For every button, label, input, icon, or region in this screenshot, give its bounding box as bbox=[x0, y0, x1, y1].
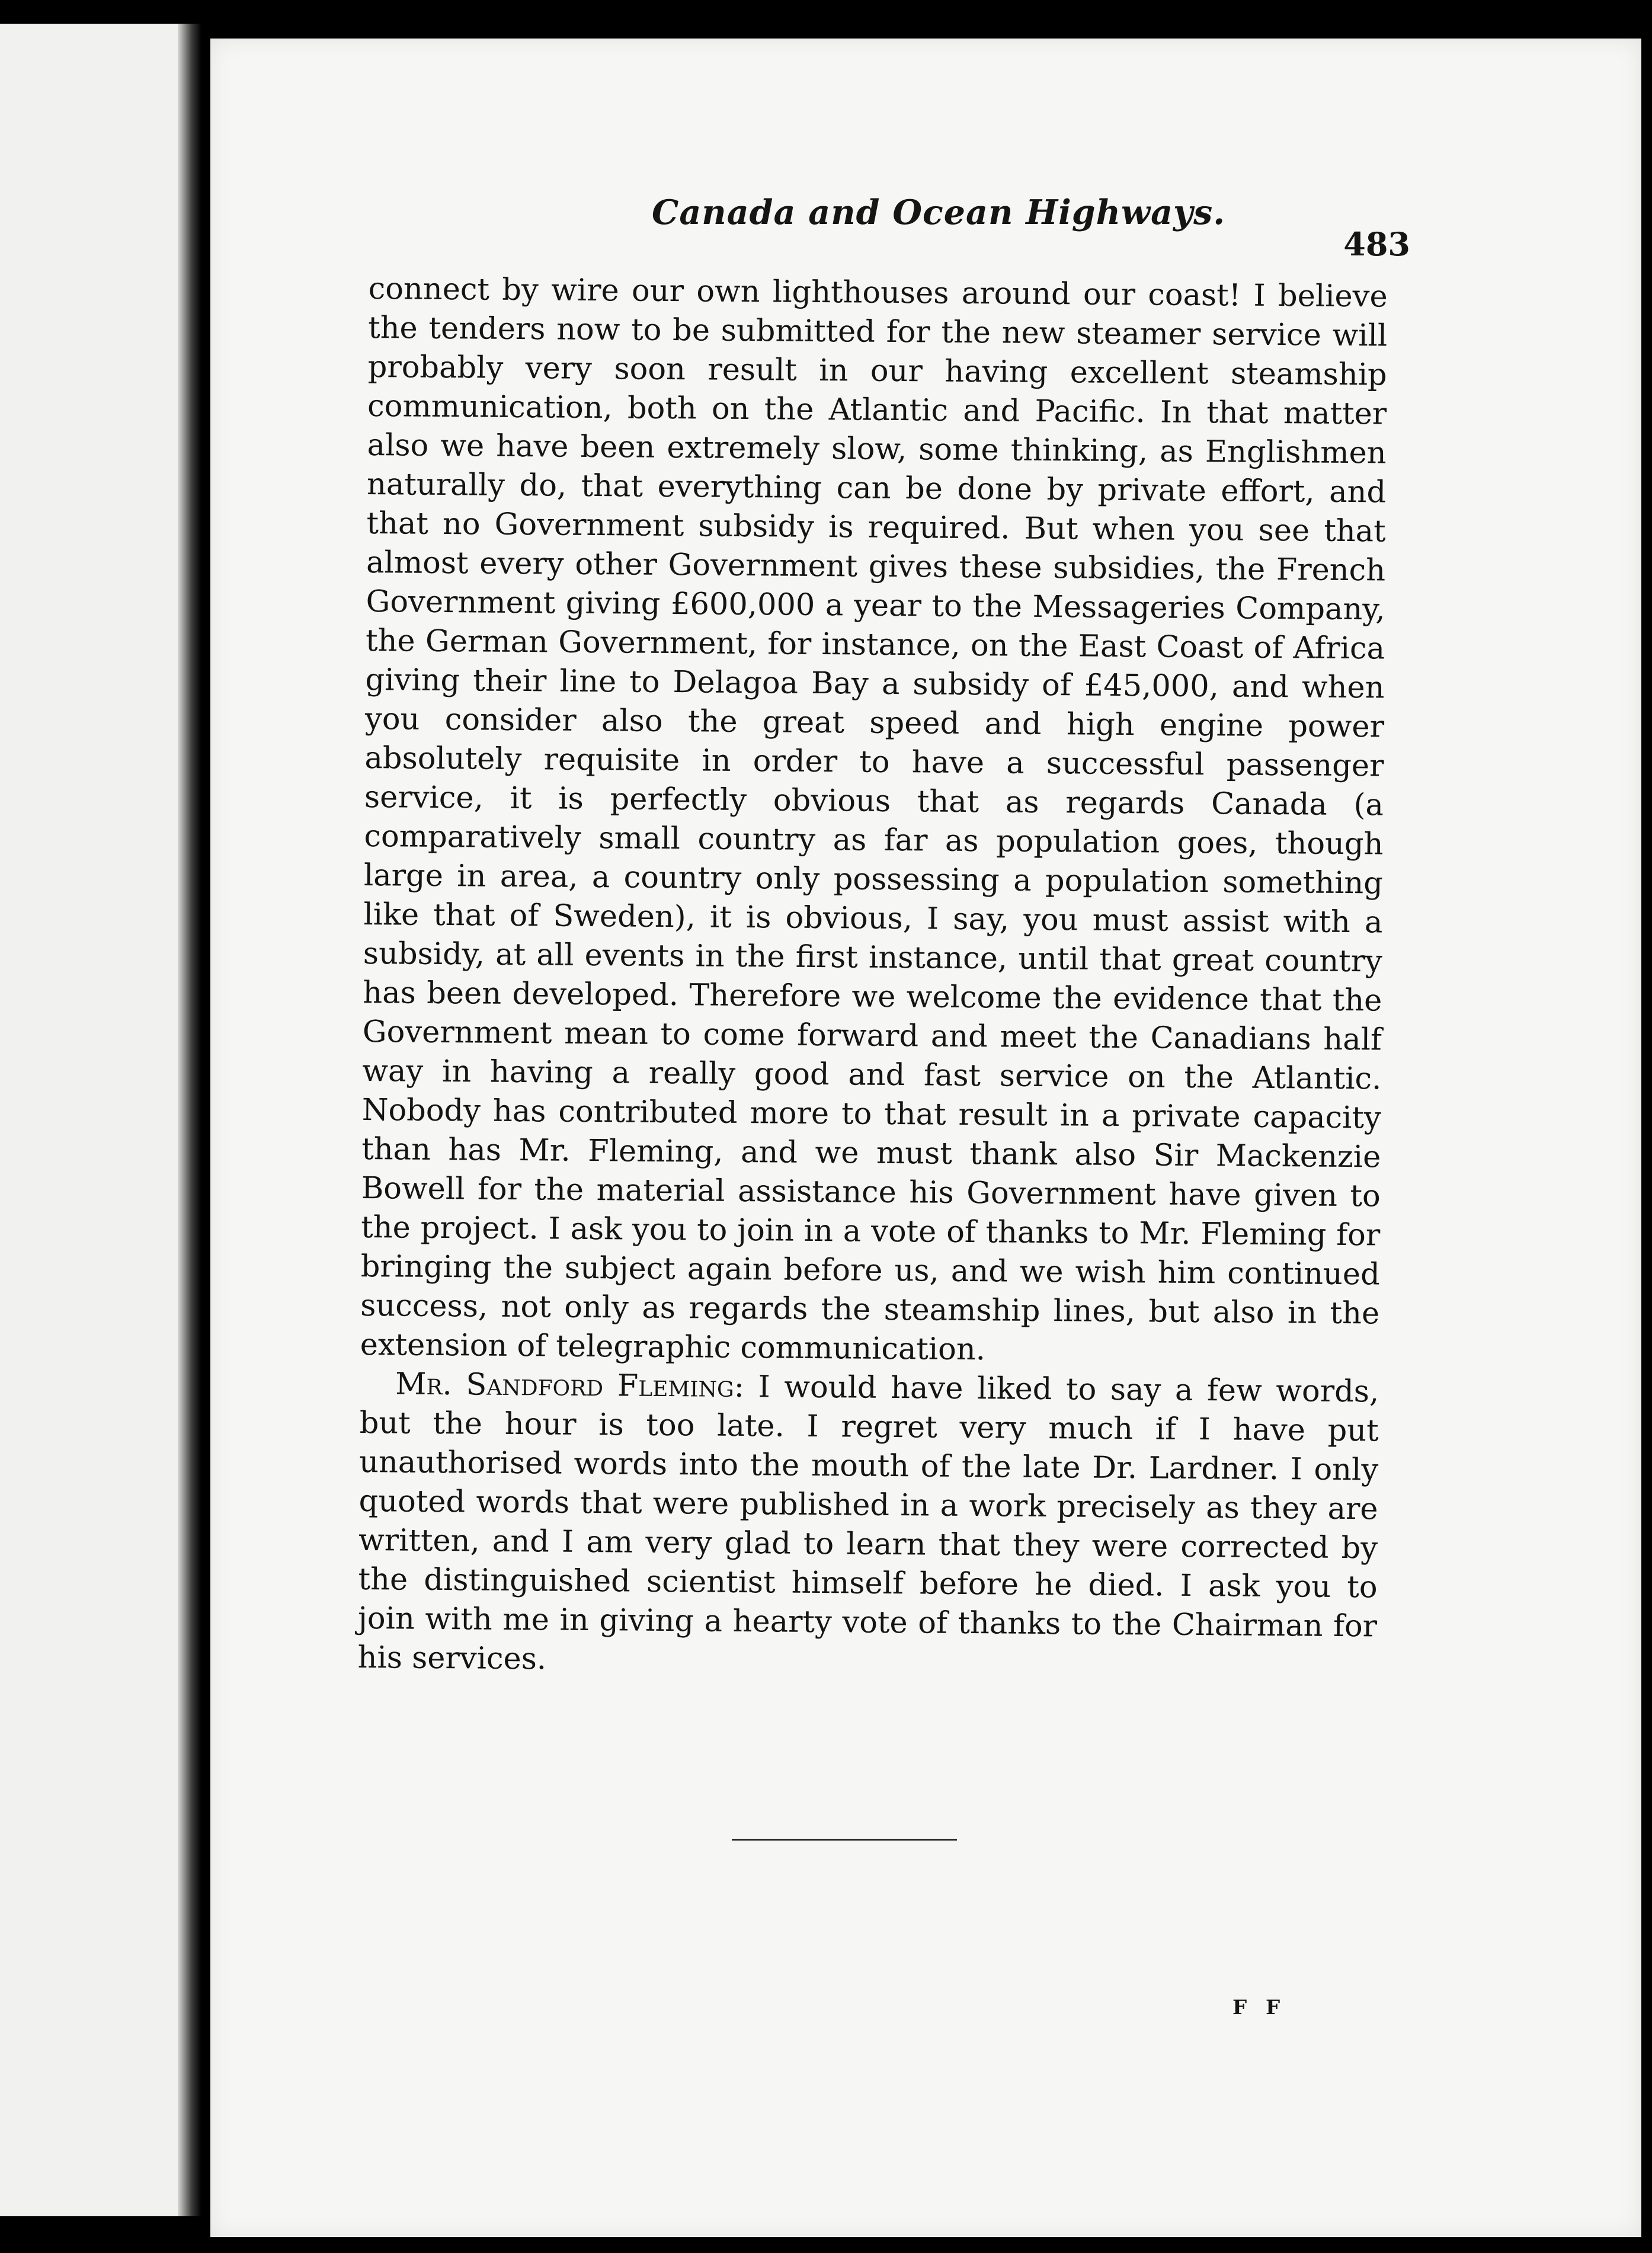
speech-text: : I would have liked to say a few words, but the hour is too late. I regret very much if I have put unauthorised words into the mouth of the late Dr. Lardner. I only quoted words that were published in a work precisely as they are written, and I am very glad to learn that they were corrected by the distinguished scientist himself before he died. I ask you to join with me in giving a hearty vote of thanks to the Chairman for his services. bbox=[357, 1369, 1379, 1677]
running-title: Canada and Ocean Highways. bbox=[652, 193, 1226, 232]
paragraph: connect by wire our own lighthouses around our coast! I believe the tenders now to be submitted for the new steamer service will probably very soon result in our having excellent steamship communication, both on the Atlantic and Pacific. In that matter also we have been extremely slow, some thinking, as Englishmen naturally do, that everything can be done by private effort, and that no Government subsidy is required. But when you see that almost every other Government gives these subsidies, the French Government giving £600,000 a year to the Messageries Company, the German Government, for instance, on the East Coast of Africa giving their line to Delagoa Bay a subsidy of £45,000, and when you consider also the great speed and high engine power absolutely requisite in order to have a successful passenger service, it is perfectly obvious that as regards Canada (a comparatively small country as far as population goes, though large in area, a country only possessing a population something like that of Sweden), it is obvious, I say, you must assist with a subsidy, at all events in the first instance, until that great country has been developed. Therefore we welcome the evidence that the Government mean to come forward and meet the Canadians half way in having a really good and fast service on the Atlantic. Nobody has contributed more to that result in a private capacity than has Mr. Fleming, and we must thank also Sir Mackenzie Bowell for the material assistance his Government have given to the project. I ask you to join in a vote of thanks to Mr. Fleming for bringing the subject again before us, and we wish him continued success, not only as regards the steamship lines, but also in the extension of telegraphic communication. bbox=[360, 271, 1388, 1368]
section-rule bbox=[732, 1839, 957, 1841]
previous-page-edge bbox=[0, 24, 188, 2216]
paragraph bbox=[357, 1365, 1379, 1685]
page-number: 483 bbox=[1343, 225, 1410, 263]
body-text bbox=[357, 270, 1388, 1685]
signature-mark: F F bbox=[1232, 1996, 1286, 2020]
binding-gutter bbox=[178, 24, 201, 2216]
speaker-name: Mr. Sandford Fleming bbox=[395, 1366, 734, 1404]
